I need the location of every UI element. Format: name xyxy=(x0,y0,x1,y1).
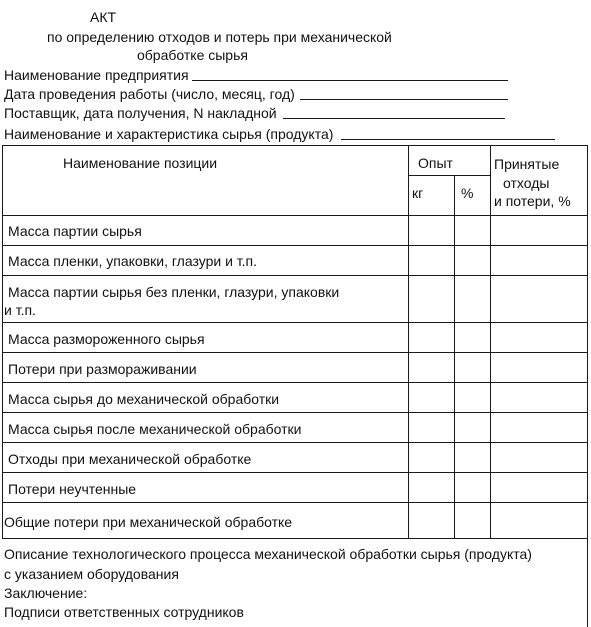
header-kg: кг xyxy=(412,185,424,201)
conclusion-label: Заключение: xyxy=(4,585,88,601)
act-subtitle-line1: по определению отходов и потерь при механической xyxy=(47,29,392,45)
table-row-label: Масса размороженного сырья xyxy=(8,331,205,347)
field-date-blank[interactable] xyxy=(300,99,508,100)
signatures-label: Подписи ответственных сотрудников xyxy=(4,604,244,620)
table-row-label: Общие потери при механической обработке xyxy=(4,514,293,530)
field-enterprise-label: Наименование предприятия xyxy=(4,67,189,83)
table-row-label: Масса сырья после механической обработки xyxy=(8,421,302,437)
description-line1: Описание технологического процесса механической обработки сырья (продукта) xyxy=(4,546,532,562)
table-row-label: Масса партии сырья xyxy=(8,223,142,239)
header-accepted-line2: отходы xyxy=(503,175,550,191)
act-title: АКТ xyxy=(90,9,117,25)
header-accepted-line1: Принятые xyxy=(494,156,560,172)
act-subtitle-line2: обработке сырья xyxy=(137,47,248,63)
table-row-label: Масса пленки, упаковки, глазури и т.п. xyxy=(8,253,257,269)
header-accepted-line3: и потери, % xyxy=(494,193,571,209)
table-row-label: Отходы при механической обработке xyxy=(8,451,252,467)
table-row-label: Масса сырья до механической обработки xyxy=(8,391,280,407)
table-row-label: Масса партии сырья без пленки, глазури, упаковки xyxy=(8,284,340,300)
field-supplier-blank[interactable] xyxy=(283,118,505,119)
table-row-label: Потери при размораживании xyxy=(8,361,197,377)
field-enterprise-blank[interactable] xyxy=(192,80,508,81)
field-date-label: Дата проведения работы (число, месяц, год) xyxy=(4,86,295,102)
header-position: Наименование позиции xyxy=(63,155,218,171)
table-row-label-continued: и т.п. xyxy=(4,302,36,318)
field-supplier-label: Поставщик, дата получения, N накладной xyxy=(4,105,277,121)
table-row-label: Потери неучтенные xyxy=(8,481,137,497)
header-experience: Опыт xyxy=(418,155,453,171)
description-line2: с указанием оборудования xyxy=(4,566,179,582)
header-percent: % xyxy=(461,185,474,201)
field-material-blank[interactable] xyxy=(341,139,555,140)
field-material-label: Наименование и характеристика сырья (продукта) xyxy=(4,126,334,142)
